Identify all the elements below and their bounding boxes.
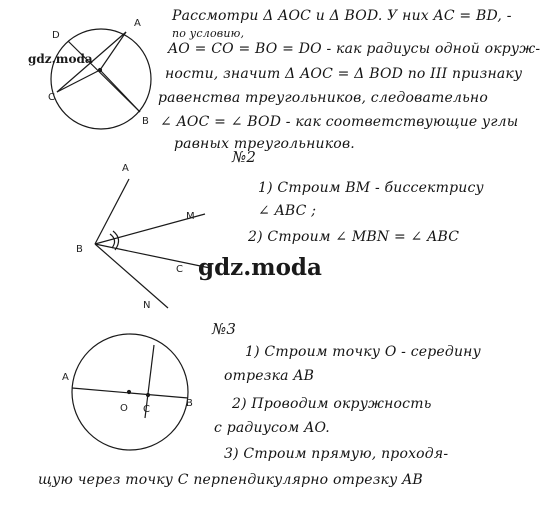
- problem1-figure: [51, 29, 151, 129]
- problem2-figure: [95, 179, 210, 308]
- angle-arc-2: [113, 231, 119, 250]
- p3-step1-line1: 1) Строим точку O - середину: [245, 344, 481, 360]
- problem3-figure: [72, 334, 188, 450]
- p3-step3-line2: щую через точку C перпендикулярно отрезку AB: [38, 472, 423, 488]
- p1-line-1: Рассмотри Δ AOC и Δ BOD. У них AC = BD, -: [172, 8, 512, 24]
- p1-label-d: D: [52, 30, 60, 41]
- watermark-small: gdz.moda: [28, 52, 93, 66]
- p2-step2: 2) Строим ∠ MBN = ∠ ABC: [248, 229, 460, 245]
- watermark-large: gdz.moda: [198, 254, 322, 281]
- p3-label-b: B: [186, 398, 193, 409]
- p2-label-c: C: [176, 264, 183, 275]
- angle-arc-1: [110, 234, 115, 248]
- problem3-number: №3: [212, 320, 237, 338]
- p1-label-b: B: [142, 116, 149, 127]
- ray-bn: [95, 244, 168, 308]
- p3-label-c: C: [143, 404, 150, 415]
- p1-line-3: AO = CO = BO = DO - как радиусы одной окруж-: [168, 41, 541, 57]
- p2-label-a: A: [122, 163, 129, 174]
- ray-ba: [95, 179, 129, 244]
- p3-label-o: O: [120, 403, 128, 414]
- p3-step2-line2: с радиусом AO.: [214, 420, 330, 436]
- p1-label-c: C: [48, 92, 55, 103]
- p2-label-m: M: [186, 211, 195, 222]
- p1-label-a: A: [134, 18, 141, 29]
- p3-step2-line1: 2) Проводим окружность: [232, 396, 432, 412]
- point-o: [128, 391, 131, 394]
- problem2-number: №2: [232, 148, 257, 166]
- p2-label-b: B: [76, 244, 83, 255]
- p3-step1-line2: отрезка AB: [224, 368, 315, 384]
- point-c: [147, 394, 150, 397]
- p1-line-2: по условию,: [172, 27, 245, 40]
- p1-line-7: равных треугольников.: [174, 136, 355, 152]
- p3-label-a: A: [62, 372, 69, 383]
- p2-step1-line1: 1) Строим BM - биссектрису: [258, 180, 484, 196]
- problem1-circle: [51, 29, 151, 129]
- p2-label-n: N: [143, 300, 151, 311]
- p1-line-4: ности, значит Δ AOC = Δ BOD по III признаку: [165, 66, 523, 82]
- p1-line-6: ∠ AOC = ∠ BOD - как соответствующие углы: [160, 114, 519, 130]
- p1-line-5: равенства треугольников, следовательно: [158, 90, 488, 106]
- p3-step3-line1: 3) Строим прямую, проходя-: [224, 446, 449, 462]
- center-point: [99, 69, 102, 72]
- p2-step1-line2: ∠ ABC ;: [258, 203, 317, 219]
- radius-ob: [100, 70, 140, 112]
